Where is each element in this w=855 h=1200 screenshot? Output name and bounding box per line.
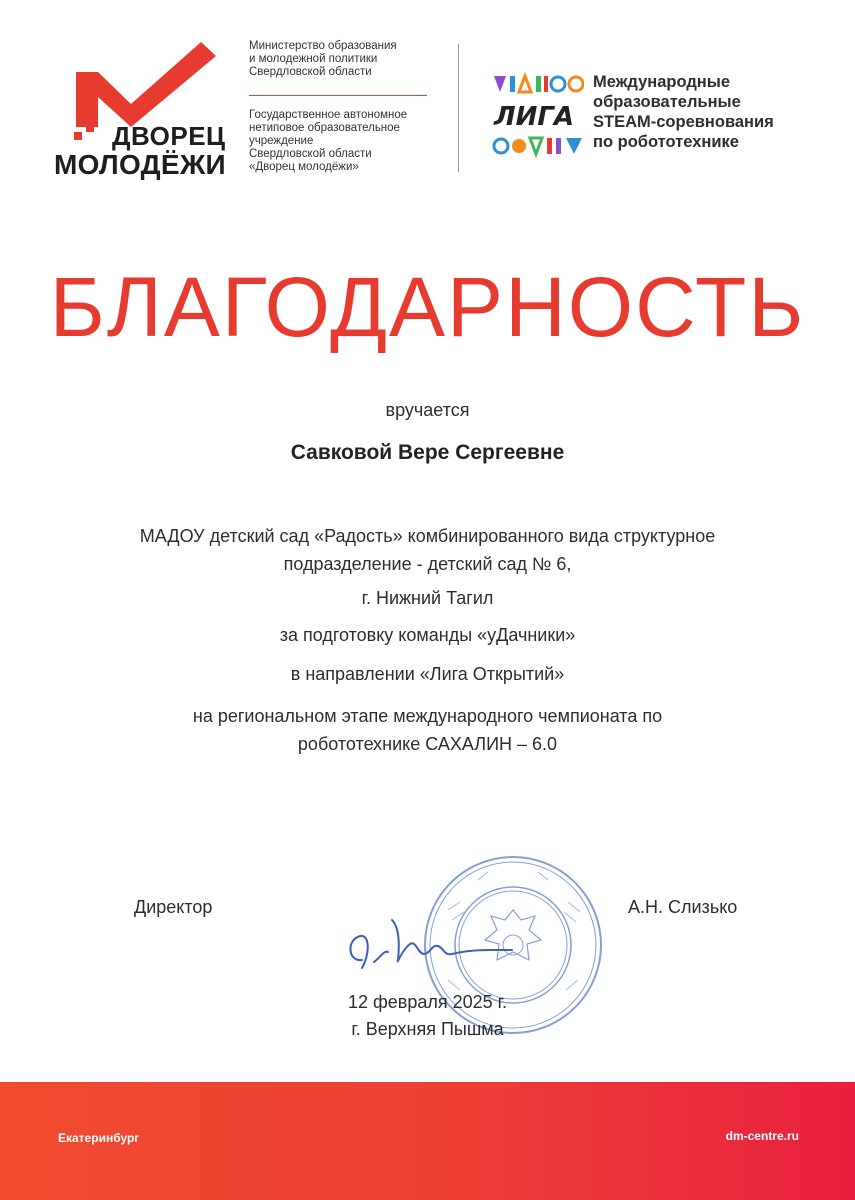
liga-logo	[492, 72, 584, 158]
issue-date: 12 февраля 2025 г.	[347, 992, 508, 1012]
handwritten-signature-icon	[340, 910, 540, 980]
dm-logo-line2: МОЛОДЁЖИ	[54, 149, 226, 180]
institution-name: Государственное автономное нетиповое образовательное учреждение Свердловской области «Дворец молодёжи»	[249, 109, 408, 173]
dm-logo-line1: ДВОРЕЦ	[112, 121, 226, 151]
footer-website: dm-centre.ru	[725, 1129, 799, 1143]
liga-description: Международные образовательные STEAM-соревнования по робототехнике	[593, 73, 774, 151]
svg-text:ЛИГА: ЛИГА	[494, 102, 575, 132]
dvorets-molodezhi-logo	[52, 42, 227, 182]
header-divider	[458, 44, 459, 172]
footer-band	[0, 1082, 855, 1200]
recipient-name: Савковой Вере Сергеевне	[290, 441, 565, 464]
dm-logo-squares-icon	[74, 124, 102, 144]
header-rule	[249, 95, 427, 96]
certificate-title: БЛАГОДАРНОСТЬ	[49, 260, 806, 354]
ministry-name: Министерство образования и молодежной политики Свердловской области	[249, 40, 397, 78]
team-line: за подготовку команды «уДачники»	[279, 625, 576, 645]
signatory-name: А.Н. Слизько	[628, 897, 738, 917]
footer-city: Екатеринбург	[58, 1131, 140, 1145]
direction-line: в направлении «Лига Открытий»	[290, 664, 565, 684]
presented-label: вручается	[385, 400, 470, 420]
city: г. Нижний Тагил	[361, 588, 494, 608]
liga-logo-icon	[492, 72, 584, 158]
signatory-position: Директор	[134, 897, 213, 917]
director-signature	[340, 910, 540, 980]
organization: МАДОУ детский сад «Радость» комбинированного вида структурное подразделение - детский сад № 6,	[139, 526, 716, 574]
event-description: на региональном этапе международного чемпионата по робототехнике САХАЛИН – 6.0	[192, 706, 663, 754]
dm-logo-mark-icon	[76, 42, 216, 127]
issue-place: г. Верхняя Пышма	[351, 1019, 504, 1039]
